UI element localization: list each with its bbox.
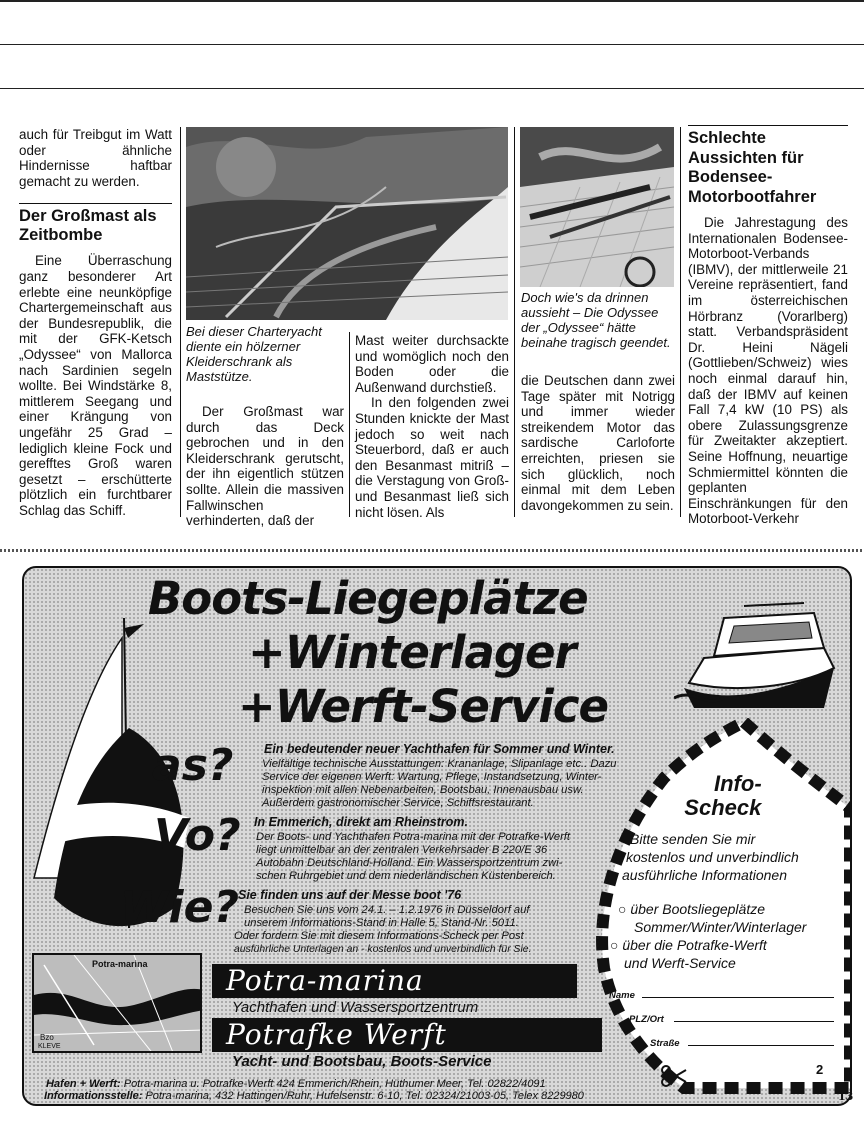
ad-band-potra-marina: Potra-marina [212, 964, 577, 998]
coupon-option-text: Sommer/Winter/Winterlager [634, 919, 807, 935]
coupon-field-strasse-label: Straße [650, 1038, 680, 1049]
ad-section1-line: inspektion mit allen Nebenarbeiten, Bootsbau, Innenausbau usw. [262, 784, 584, 796]
page-number: 13 [838, 1090, 854, 1103]
motor-yacht-illustration [674, 598, 849, 718]
ad-section2-line: schen Ruhrgebiet und dem niederländischen Küstenbereich. [256, 870, 556, 882]
article-body: Der Großmast war durch das Deck gebrochen und in den Kleiderschrank gerutscht, der ihn eigentlich stützen sollte. Allein die massiven Fallwinschen verhinderten, daß der [186, 404, 344, 529]
charter-yacht-photo [186, 127, 508, 320]
article-body: Mast weiter durchsackte und womöglich noch den Boden oder die Außenwand durchstieß. [355, 333, 509, 395]
ad-section3-line: unserem Informations-Stand in Halle 5, Stand-Nr. 5011. [244, 917, 519, 929]
top-rule [0, 0, 864, 2]
ad-section3-line: Besuchen Sie uns vom 24.1. – 1.2.1976 in Düsseldorf auf [244, 904, 530, 916]
ad-section1-heading: Ein bedeutender neuer Yachthafen für Sommer und Winter. [264, 742, 615, 756]
article-body: Eine Überraschung ganz besonderer Art erlebte eine neunköpfige Chartergemeinschaft aus der Bundesrepublik, die mit der GFK-Ketsch „Odyssee“ von Mallorca nach Sardinien segeln wollte. Bei Windstärke 8, mittlerem Seegang und einer Krängung von ungefähr 25 Grad – lediglich kleine Fock und gerefftes Groß waren gesetzt – erschütterte plötzlich ein furchtbarer Schlag das Schiff. [19, 253, 172, 518]
coupon-title-line: Scheck [684, 795, 762, 820]
column-divider [514, 127, 515, 517]
ad-question-wo: Vo? [154, 810, 241, 861]
heading-rule [19, 203, 172, 204]
ad-section2-line: Der Boots- und Yachthafen Potra-marina mit der Potrafke-Werft [256, 831, 571, 843]
interior-damage-image [520, 127, 674, 287]
map-label-kleve: KLEVE [38, 1043, 61, 1050]
coupon-text: Bitte senden Sie mir [630, 831, 756, 847]
photo1-caption: Bei dieser Charteryacht diente ein hölzerner Kleiderschrank als Maststütze. [186, 324, 322, 384]
ad-section2-line: Autobahn Deutschland-Holland. Ein Wassersportzentrum zwi- [256, 857, 563, 869]
ad-section3-line: ausführliche Unterlagen an - kostenlos und unverbindlich für Sie. [234, 944, 532, 955]
ad-title-winterlager: +Winterlager [248, 626, 576, 679]
yacht-deck-image [186, 127, 508, 320]
coupon-field-plz-label: PLZ/Ort [629, 1014, 664, 1025]
map-graphic [34, 955, 202, 1053]
coupon-text: ausführliche Informationen [622, 867, 787, 883]
article-column-1 [19, 127, 172, 518]
coupon-option-liegeplaetze[interactable]: ○ über Bootsliegeplätze [618, 901, 765, 917]
section-separator [0, 549, 864, 552]
column-divider [680, 127, 681, 517]
coupon-title-line: Info- [714, 771, 762, 796]
article-column-5 [688, 125, 848, 527]
photo2-caption: Doch wie's da drinnen aussieht – Die Odyssee der „Odyssee“ hätte beinahe tragisch geendet. [521, 290, 671, 350]
ad-section2-line: liegt unmittelbar an der zentralen Verkehrsader B 220/E 36 [256, 844, 548, 856]
article-body: Die Jahrestagung des Internationalen Bodensee-Motorboot-Verbands (IBMV), der mittlerweile 21 Vereine repräsentiert, fand im österreichischen Hörbranz (Vorarlberg) statt. Verbandspräsident Dr. Heini Nägeli (Gottlieben/Schweiz) wies noch einmal darauf hin, daß der IBMV auf keinen Fall 7,4 kW (10 PS) als obere Zulassungsgrenze für Zweitakter akzeptiert. Seine Hoffnung, neuartige Schmiermittel könnten die geplanten Einschränkungen für den Motorboot-Verkehr [688, 215, 848, 527]
ad-section1-line: Außerdem gastronomischer Service, Schiffsrestaurant. [262, 797, 534, 809]
ad-band-potrafke-werft-sub: Yacht- und Bootsbau, Boots-Service [232, 1053, 492, 1070]
intro-text: auch für Treibgut im Watt oder ähnliche Hindernisse haftbar gemacht zu werden. [19, 127, 172, 189]
coupon-field-plz[interactable] [674, 1012, 834, 1022]
ad-footer-label: Hafen + Werft: [46, 1078, 121, 1090]
ad-footer-hafen [46, 1078, 546, 1090]
article-column-4 [521, 373, 675, 513]
coupon-option-werft[interactable]: ○ über die Potrafke-Werft [610, 937, 767, 953]
ad-footer-label: Informationsstelle: [44, 1090, 143, 1102]
article-column-3 [355, 333, 509, 520]
scissors-icon [660, 1064, 688, 1088]
ad-section1-line: Service der eigenen Werft: Wartung, Pflege, Instandsetzung, Winter- [262, 771, 602, 783]
advertisement [22, 566, 852, 1106]
ad-title-liegeplaetze: Boots-Liegeplätze [148, 572, 588, 625]
ad-section3-line: Oder fordern Sie mit diesem Informations-Scheck per Post [234, 930, 524, 942]
article-body: In den folgenden zwei Stunden knickte der Mast jedoch so weit nach Steuerbord, daß er auch den Besanmast mitriß – die Verstagung von Groß- und Besanmast ließ sich nicht lösen. Als [355, 395, 509, 520]
column-divider [349, 332, 350, 517]
odyssee-interior-photo [520, 127, 674, 287]
coupon-field-name-label: Name [609, 990, 635, 1001]
header-rule-1 [0, 44, 864, 45]
ad-title-werft-service: +Werft-Service [238, 680, 609, 733]
coupon-field-strasse[interactable] [688, 1036, 834, 1046]
map-label-marina: Potra-marina [92, 959, 148, 969]
map-label-road: Bzo [40, 1033, 54, 1042]
ad-footer-text: Potra-marina u. Potrafke-Werft 424 Emmerich/Rhein, Hüthumer Meer, Tel. 02822/4091 [123, 1078, 546, 1090]
header-rule-2 [0, 88, 864, 89]
coupon-field-name[interactable] [642, 988, 834, 998]
ad-footer-text: Potra-marina, 432 Hattingen/Ruhr, Hufelsenstr. 6-10, Tel. 02324/21003-05, Telex 8229980 [145, 1090, 584, 1102]
coupon-option-text: und Werft-Service [624, 955, 736, 971]
heading-rule [688, 125, 848, 126]
coupon-title [684, 771, 762, 820]
article-column-2 [186, 404, 344, 529]
ad-question-wie: Wie? [120, 882, 239, 933]
ad-question-was: as? [152, 740, 234, 791]
article-body: die Deutschen dann zwei Tage später mit Notrigg und immer wieder streikendem Motor das sardische Carloforte erreichten, priesen sie sich glücklich, noch einmal mit dem Leben davongekommen zu sein. [521, 373, 675, 513]
ad-band-potra-marina-sub: Yachthafen und Wassersportzentrum [232, 999, 479, 1016]
coupon-corner-number: 2 [816, 1062, 824, 1077]
location-map [32, 953, 202, 1053]
ad-footer-info [44, 1090, 584, 1102]
ad-section3-heading: Sie finden uns auf der Messe boot '76 [238, 888, 462, 902]
ad-section1-line: Vielfältige technische Ausstattungen: Krananlage, Slipanlage etc.. Dazu [262, 758, 617, 770]
article-heading-grossmast: Der Großmast als Zeitbombe [19, 207, 157, 245]
column-divider [180, 127, 181, 517]
coupon-text: kostenlos und unverbindlich [626, 849, 799, 865]
article-heading-bodensee: Schlechte Aussichten für Bodensee-Motorbootfahrer [688, 129, 817, 206]
ad-band-potrafke-werft: Potrafke Werft [212, 1018, 602, 1052]
ad-section2-heading: In Emmerich, direkt am Rheinstrom. [254, 815, 468, 829]
